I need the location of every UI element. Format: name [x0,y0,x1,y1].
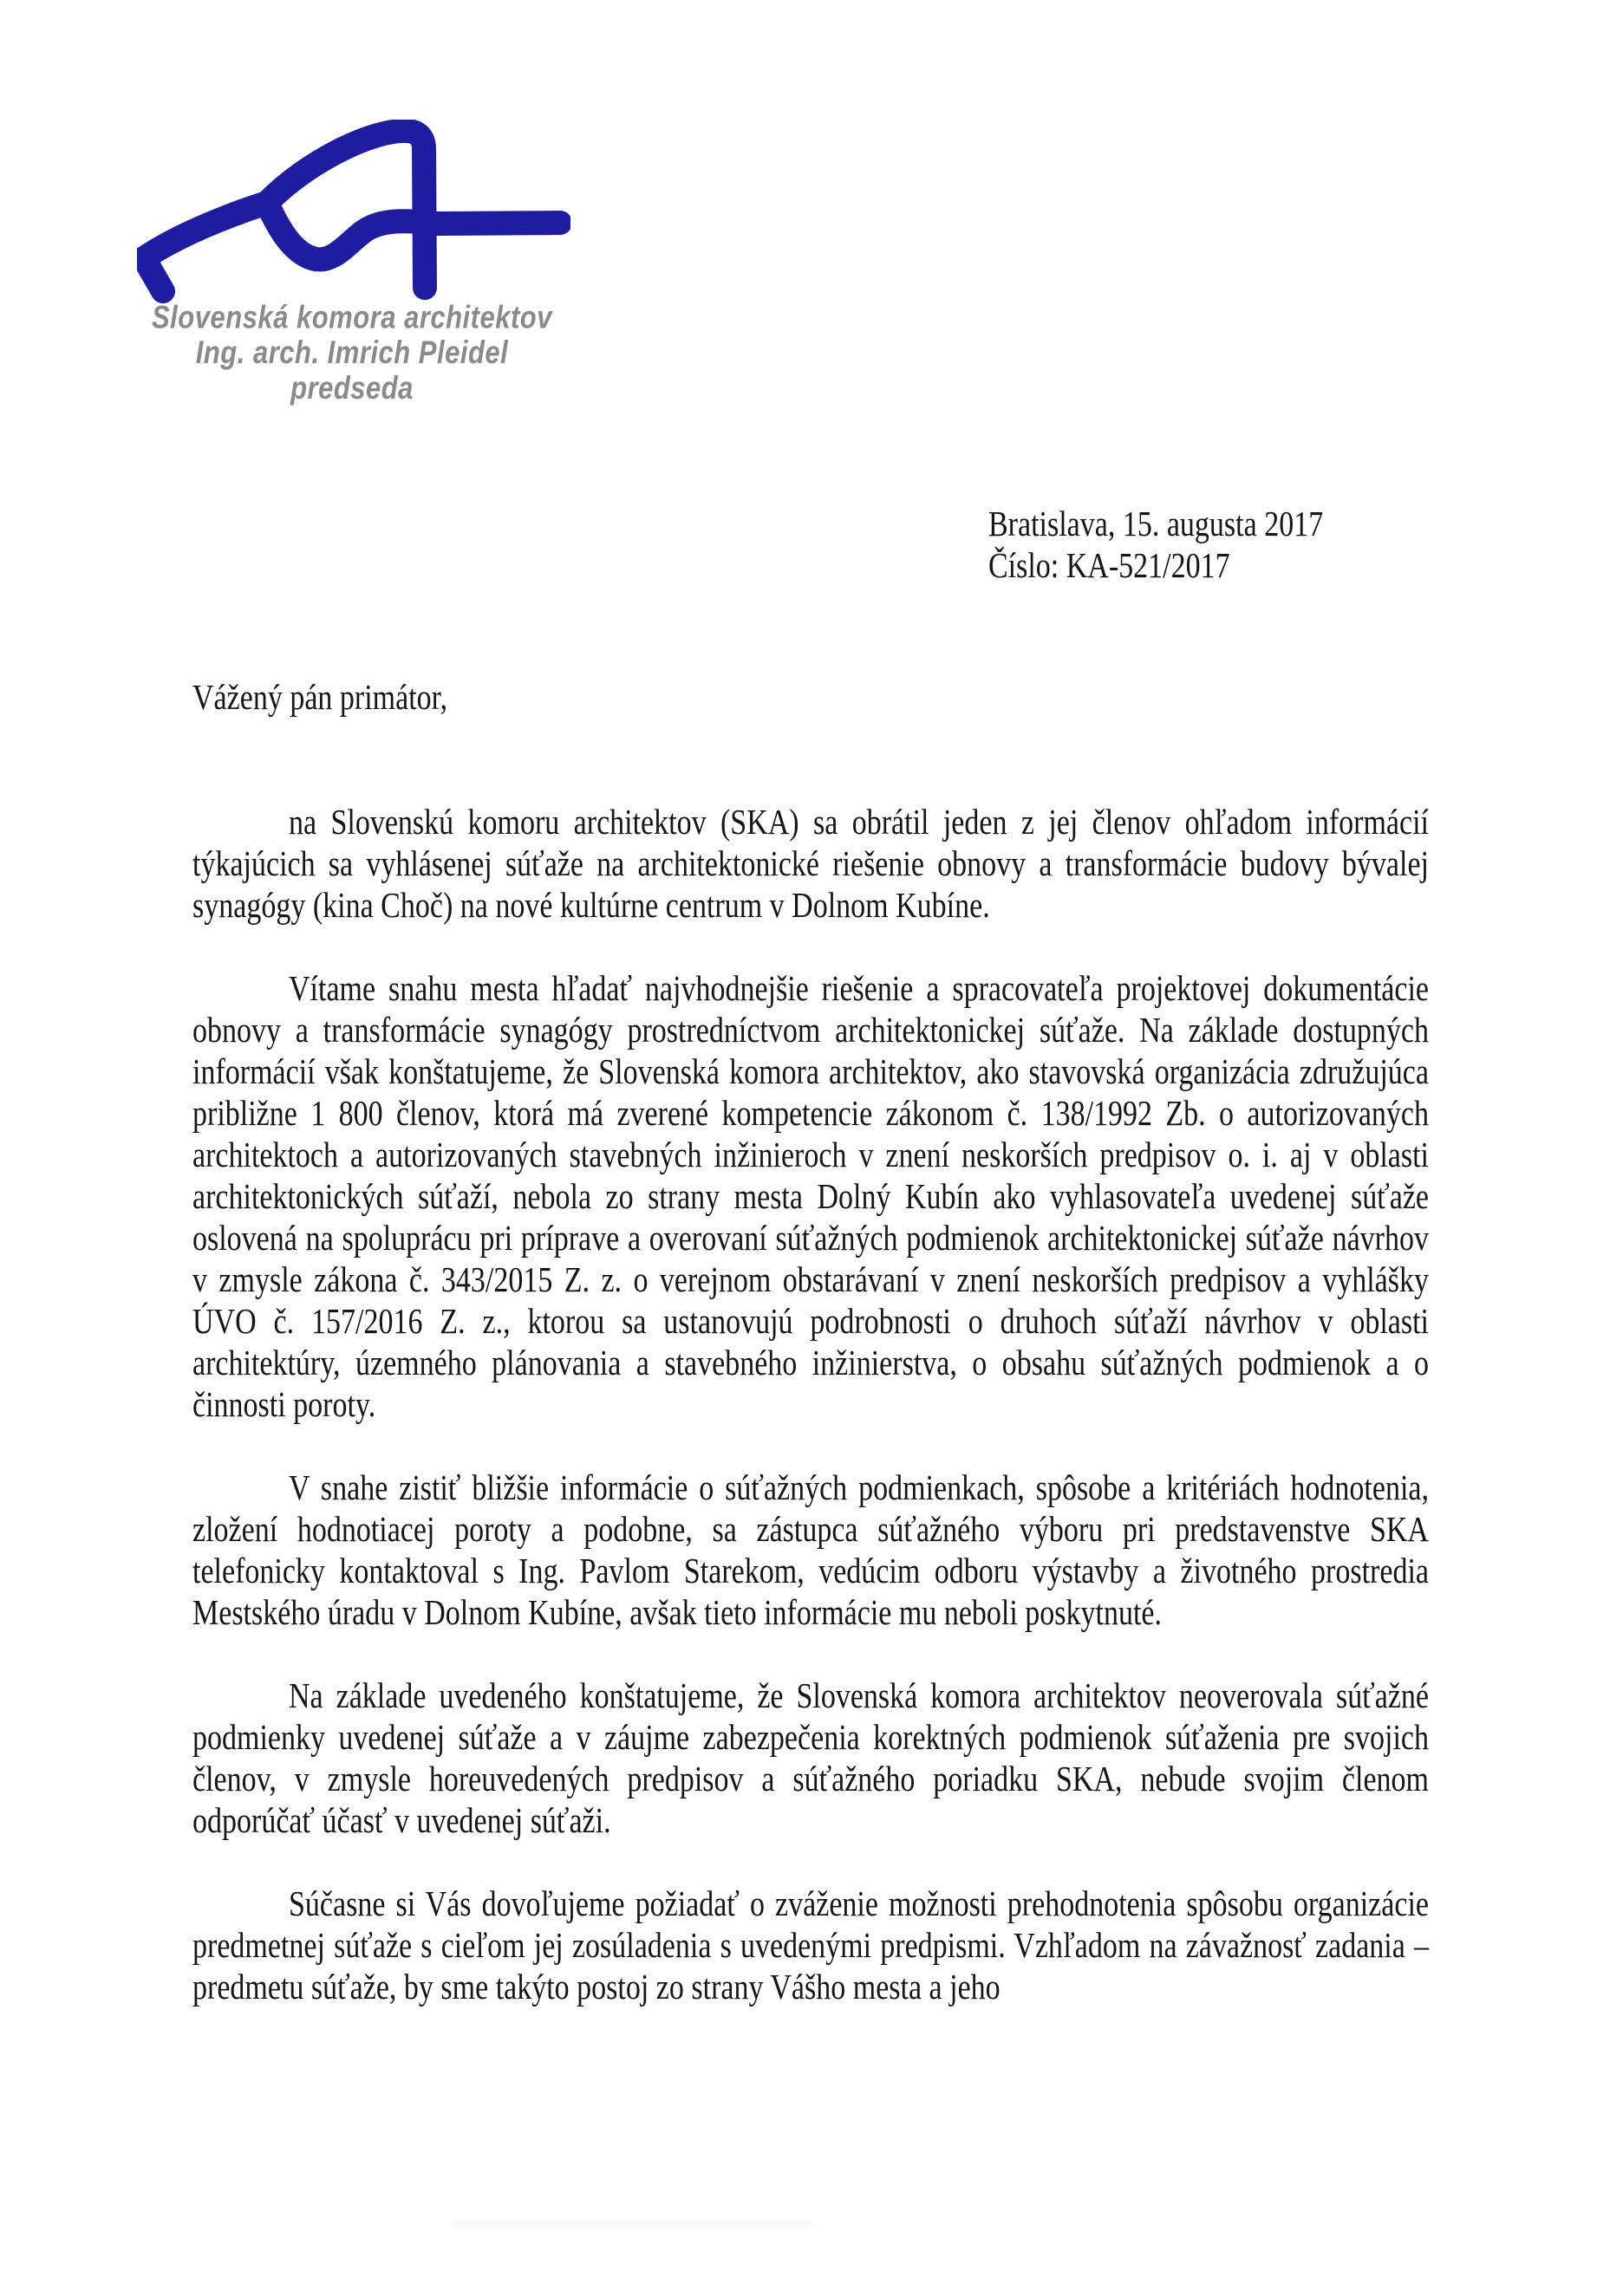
body-paragraph: Súčasne si Vás dovoľujeme požiadať o zváženie možnosti prehodnotenia spôsobu organizácie predmetnej súťaže s cieľom jej zosúladenia s uvedenými predpismi. Vzhľadom na závažnosť zadania – predmetu súťaže, by sme takýto postoj zo strany Vášho mesta a jeho [192,1885,1429,2007]
date-block [988,504,1323,588]
body-paragraph: na Slovenskú komoru architektov (SKA) sa obrátil jeden z jej členov ohľadom informácií týkajúcich sa vyhlásenej súťaže na architektonické riešenie obnovy a transformácie budovy bývalej synagógy (kina Choč) na nové kultúrne centrum v Dolnom Kubíne. [192,803,1429,926]
org-name: Slovenská komora architektov [152,298,552,335]
ref-number: Číslo: KA-521/2017 [988,547,1230,586]
letterhead-block [102,300,602,406]
letter-body [192,803,1429,2009]
person-role: predseda [290,369,414,407]
scan-artifact [451,2221,815,2228]
body-paragraph: Na základe uvedeného konštatujeme, že Slovenská komora architektov neoverovala súťažné podmienky uvedenej súťaže a v záujme zabezpečenia korektných podmienok súťaženia pre svojich členov, v zmysle horeuvedených predpisov a súťažného poriadku SKA, nebude svojim členom odporúčať účasť v uvedenej súťaži. [192,1677,1429,1841]
body-paragraph: Vítame snahu mesta hľadať najvhodnejšie riešenie a spracovateľa projektovej dokumentácie obnovy a transformácie synagógy prostredníctvom architektonickej súťaže. Na základe dostupných informácií však konštatujeme, že Slovenská komora architektov, ako stavovská organizácia združujúca približne 1 800 členov, ktorá má zverené kompetencie zákonom č. 138/1992 Zb. o autorizovaných architektoch a autorizovaných stavebných inžinieroch v znení neskorších predpisov o. i. aj v oblasti architektonických súťaží, nebola zo strany mesta Dolný Kubín ako vyhlasovateľa uvedenej súťaže oslovená na spoluprácu pri príprave a overovaní súťažných podmienok architektonickej súťaže návrhov v zmysle zákona č. 343/2015 Z. z. o verejnom obstarávaní v znení neskorších predpisov a vyhlášky ÚVO č. 157/2016 Z. z., ktorou sa ustanovujú podrobnosti o druhoch súťaží návrhov v oblasti architektúry, územného plánovania a stavebného inžinierstva, o obsahu súťažných podmienok a o činnosti poroty. [192,970,1429,1425]
place-date: Bratislava, 15. augusta 2017 [988,505,1324,544]
person-name: Ing. arch. Imrich Pleidel [195,334,509,371]
ska-logo-icon [137,120,570,303]
body-paragraph: V snahe zistiť bližšie informácie o súťažných podmienkach, spôsobe a kritériách hodnotenia, zložení hodnotiacej poroty a podobne, sa zástupca súťažného výboru pri predstavenstve SKA telefonicky kontaktoval s Ing. Pavlom Starekom, vedúcim odboru výstavby a životného prostredia Mestského úradu v Dolnom Kubíne, avšak tieto informácie mu neboli poskytnuté. [192,1469,1429,1633]
salutation: Vážený pán primátor, [192,679,448,718]
